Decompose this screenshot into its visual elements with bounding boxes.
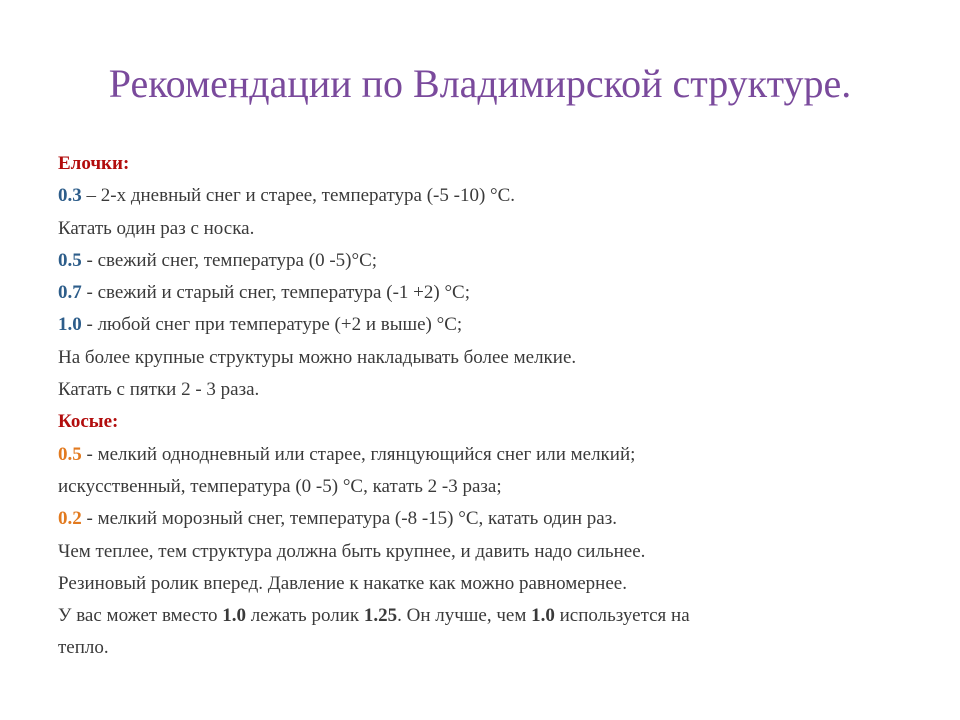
- heading-text: Косые:: [58, 411, 119, 433]
- recommendation-line: [58, 309, 918, 341]
- recommendation-line: [58, 245, 918, 277]
- structure-value: 0.7: [58, 282, 82, 304]
- line-text: искусственный, температура (0 -5) °С, катать 2 -3 раза;: [58, 475, 502, 497]
- line-text: - мелкий морозный снег, температура (-8 -15) °С, катать один раз.: [81, 508, 617, 530]
- line-text: У вас может вместо: [58, 605, 223, 627]
- line-text: Катать один раз с носка.: [58, 217, 255, 239]
- line-text: На более крупные структуры можно накладывать более мелкие.: [58, 346, 577, 368]
- roller-value: 1.0: [222, 605, 247, 627]
- text-line: [58, 342, 918, 374]
- line-text: . Он лучше, чем: [397, 605, 532, 627]
- line-text: - свежий снег, температура (0 -5)°С;: [81, 249, 378, 271]
- line-text: - любой снег при температуре (+2 и выше) °С;: [81, 314, 463, 336]
- structure-value: 0.3: [58, 185, 82, 207]
- heading-text: Елочки:: [58, 153, 130, 174]
- line-text: - мелкий однодневный или старее, глянцующийся снег или мелкий;: [81, 443, 636, 465]
- line-text: используется на: [554, 605, 690, 627]
- section-heading-elochki: [58, 148, 918, 180]
- line-text: – 2-х дневный снег и старее, температура (-5 -10) °С.: [81, 185, 516, 207]
- text-line: [58, 632, 918, 664]
- text-line: [58, 213, 918, 245]
- recommendation-line: [58, 277, 918, 309]
- line-text: лежать ролик: [246, 605, 364, 627]
- recommendation-line: [58, 180, 918, 212]
- line-text: - свежий и старый снег, температура (-1 +2) °С;: [81, 282, 470, 304]
- line-text: Катать с пятки 2 - 3 раза.: [58, 379, 260, 401]
- line-text: Чем теплее, тем структура должна быть крупнее, и давить надо сильнее.: [58, 540, 646, 562]
- roller-value: 1.0: [531, 605, 555, 627]
- recommendation-line: [58, 439, 918, 471]
- section-heading-kosye: [58, 406, 918, 438]
- recommendation-line: [58, 503, 918, 535]
- text-line: [58, 568, 918, 600]
- structure-value: 0.5: [58, 249, 82, 271]
- line-text: Резиновый ролик вперед. Давление к накатке как можно равномернее.: [58, 572, 627, 594]
- text-line: [58, 374, 918, 406]
- text-line: [58, 471, 918, 503]
- slide-title: Рекомендации по Владимирской структуре.: [108, 61, 852, 106]
- line-text: тепло.: [58, 637, 109, 659]
- structure-value: 0.5: [58, 443, 82, 465]
- text-line: [58, 600, 918, 632]
- roller-value: 1.25: [363, 605, 398, 627]
- structure-value: 1.0: [58, 314, 82, 336]
- structure-value: 0.2: [58, 508, 82, 530]
- slide-content: [58, 148, 918, 665]
- text-line: [58, 536, 918, 568]
